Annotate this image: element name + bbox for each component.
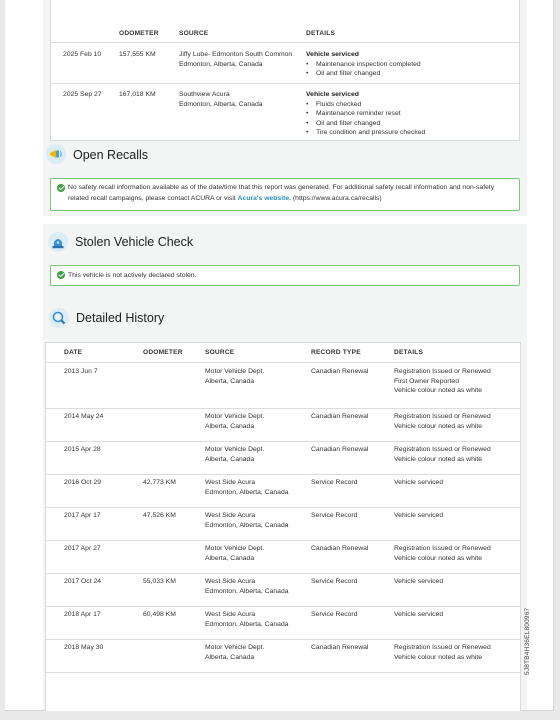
history-details-line: Vehicle colour noted as white (394, 653, 483, 661)
detail-item: • Fluids checked (306, 100, 425, 110)
col-odometer-header: ODOMETER (119, 30, 159, 37)
service-details (306, 90, 425, 138)
divider (46, 474, 520, 475)
history-details-line: Registration Issued or Renewed (394, 368, 491, 375)
history-details (394, 643, 491, 662)
detail-item: • Tire condition and pressure checked (306, 128, 425, 138)
detail-item: • Maintenance reminder reset (306, 109, 425, 119)
history-table (45, 342, 521, 711)
history-source (205, 478, 289, 497)
history-record-type: Service Record (311, 512, 358, 519)
history-source (205, 367, 264, 386)
history-source (205, 643, 264, 662)
history-record-type: Canadian Renewal (311, 545, 369, 552)
service-details (306, 50, 421, 79)
service-source (179, 50, 292, 69)
history-source (205, 577, 289, 596)
history-details (394, 577, 443, 587)
history-record-type: Canadian Renewal (311, 644, 369, 651)
divider (51, 83, 519, 84)
divider (46, 408, 520, 409)
history-details-line: Vehicle serviced (394, 611, 444, 618)
history-details-line: Vehicle colour noted as white (394, 422, 483, 430)
detailed-history-title: Detailed History (76, 311, 165, 325)
recall-notice-url: (https://www.acura.ca/recalls) (292, 195, 382, 202)
magnifier-icon (48, 307, 70, 329)
service-date: 2025 Sep 27 (63, 91, 102, 98)
recall-notice-text (68, 182, 513, 204)
history-details (394, 367, 491, 396)
history-date: 2017 Oct 24 (64, 578, 102, 585)
history-source-line: Edmonton, Alberta, Canada (205, 521, 289, 529)
service-date: 2025 Feb 10 (63, 51, 102, 58)
history-odometer: 42,773 KM (143, 479, 176, 486)
history-source-line: Motor Vehicle Dept. (205, 545, 265, 552)
history-details (394, 412, 491, 431)
history-record-type: Service Record (311, 578, 358, 585)
history-date: 2014 May 24 (64, 413, 104, 420)
recall-notice-body: No safety recall information available as of the date/time that this report was generated. For additional safety recall information and non-safety related recall campaigns, please contact ACURA or visit (68, 184, 495, 202)
history-details (394, 610, 443, 620)
history-odometer: 60,498 KM (143, 611, 176, 618)
history-record-type: Service Record (311, 479, 358, 486)
history-details-line: Registration Issued or Renewed (394, 545, 491, 552)
stolen-check-title: Stolen Vehicle Check (75, 235, 194, 249)
history-date: 2017 Apr 27 (64, 545, 101, 552)
history-record-type: Canadian Renewal (311, 368, 369, 375)
divider (51, 42, 519, 43)
history-date: 2016 Oct 29 (64, 479, 102, 486)
source-name: Southview Acura (179, 91, 230, 98)
history-details (394, 511, 443, 521)
check-icon (57, 184, 65, 192)
history-odometer: 55,033 KM (143, 578, 176, 585)
service-table (50, 0, 520, 141)
detail-item: • Maintenance inspection completed (306, 60, 421, 70)
history-record-type: Canadian Renewal (311, 446, 369, 453)
history-source-line: Motor Vehicle Dept. (205, 368, 265, 375)
history-source-line: Alberta, Canada (205, 377, 255, 385)
police-light-icon (47, 231, 69, 253)
history-source-line: Edmonton, Alberta, Canada (205, 587, 289, 595)
history-date: 2018 May 30 (64, 644, 104, 651)
history-source (205, 412, 264, 431)
detail-item: • Oil and filter changed (306, 119, 425, 129)
divider (46, 540, 520, 541)
divider (46, 573, 520, 574)
history-details-line: Registration Issued or Renewed (394, 413, 491, 420)
history-source (205, 544, 264, 563)
col-source-header: SOURCE (179, 30, 209, 37)
divider (46, 441, 520, 442)
check-icon (57, 271, 65, 279)
history-source-line: Edmonton, Alberta, Canada (205, 488, 289, 496)
service-odometer: 157,555 KM (119, 51, 156, 58)
detail-item: • Oil and filter changed (306, 69, 421, 79)
history-details-line: Vehicle colour noted as white (394, 387, 483, 394)
divider (46, 507, 520, 508)
col-details-header: DETAILS (306, 30, 336, 37)
history-source-line: Motor Vehicle Dept. (205, 644, 265, 651)
source-location: Edmonton, Alberta, Canada (179, 60, 263, 68)
vin-label: 5J8TB4H36EL800967 (524, 607, 531, 675)
history-date: 2013 Jun 7 (64, 368, 98, 375)
history-source-line: Alberta, Canada (205, 653, 255, 661)
col-odometer-header: ODOMETER (143, 349, 183, 356)
history-details-line: Vehicle colour noted as white (394, 455, 483, 463)
service-source (179, 90, 263, 109)
history-details-line: Vehicle serviced (394, 479, 444, 486)
history-source-line: Alberta, Canada (205, 422, 255, 430)
history-record-type: Canadian Renewal (311, 413, 369, 420)
history-source-line: West Side Acura (205, 578, 256, 585)
recall-notice (50, 178, 520, 211)
megaphone-icon (45, 143, 67, 165)
service-odometer: 167,018 KM (119, 91, 156, 98)
source-name: Jiffy Lube- Edmonton South Common (179, 51, 293, 58)
divider (46, 606, 520, 607)
history-details-line: Registration Issued or Renewed (394, 446, 491, 453)
history-details (394, 544, 491, 563)
col-record-type-header: RECORD TYPE (311, 349, 361, 356)
history-details-line: Registration Issued or Renewed (394, 644, 491, 651)
history-source-line: West Side Acura (205, 611, 256, 618)
history-source (205, 610, 289, 629)
divider (46, 362, 520, 363)
history-source-line: Alberta, Canada (205, 455, 255, 463)
acura-website-link[interactable]: Acura's website. (237, 195, 292, 202)
history-source-line: Edmonton, Alberta, Canada (205, 620, 289, 628)
open-recalls-title: Open Recalls (73, 148, 149, 162)
divider (46, 672, 520, 673)
col-details-header: DETAILS (394, 349, 424, 356)
history-details (394, 445, 491, 464)
history-source-line: Motor Vehicle Dept. (205, 446, 265, 453)
report-page (5, 0, 554, 711)
history-details (394, 478, 443, 488)
history-details-line: Vehicle colour noted as white (394, 554, 483, 562)
source-location: Edmonton, Alberta, Canada (179, 100, 263, 108)
history-date: 2018 Apr 17 (64, 611, 101, 618)
history-details-line: First Owner Reported (394, 377, 459, 385)
service-title: Vehicle serviced (306, 51, 359, 58)
history-date: 2015 Apr 28 (64, 446, 101, 453)
history-record-type: Service Record (311, 611, 358, 618)
history-date: 2017 Apr 17 (64, 512, 101, 519)
stolen-notice-text: This vehicle is not actively declared stolen. (68, 271, 197, 279)
history-source-line: West Side Acura (205, 479, 256, 486)
stolen-notice (50, 265, 520, 286)
history-source-line: West Side Acura (205, 512, 256, 519)
history-source (205, 445, 264, 464)
col-source-header: SOURCE (205, 349, 235, 356)
history-details-line: Vehicle serviced (394, 512, 444, 519)
history-odometer: 47,526 KM (143, 512, 176, 519)
history-source-line: Alberta, Canada (205, 554, 255, 562)
history-source (205, 511, 289, 530)
history-source-line: Motor Vehicle Dept. (205, 413, 265, 420)
history-details-line: Vehicle serviced (394, 578, 444, 585)
service-title: Vehicle serviced (306, 91, 359, 98)
divider (46, 639, 520, 640)
col-date-header: DATE (64, 349, 83, 356)
